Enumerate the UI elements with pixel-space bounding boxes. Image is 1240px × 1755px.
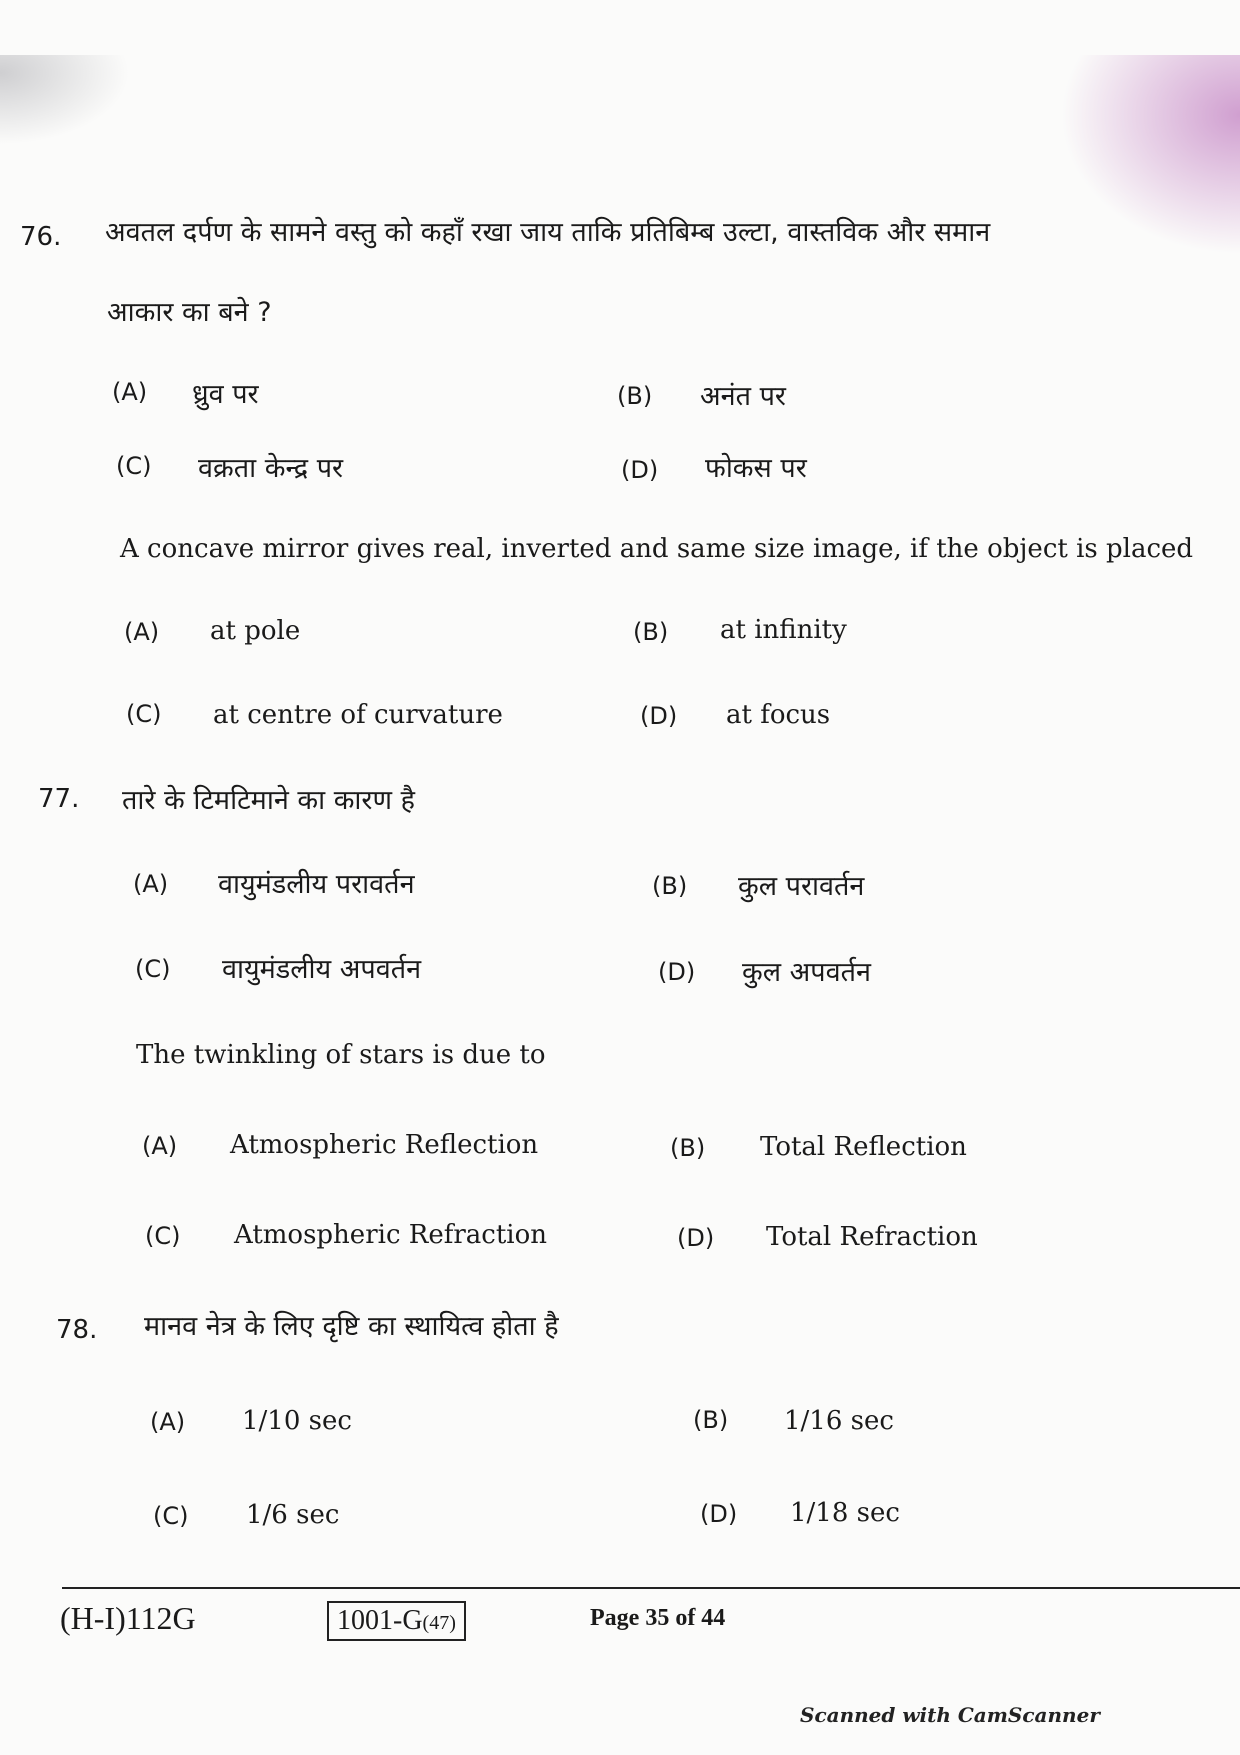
- option-letter: (B): [617, 382, 653, 410]
- option-letter: (D): [621, 456, 659, 484]
- option-text: Atmospheric Reflection: [230, 1130, 539, 1160]
- option-text: 1/16 sec: [784, 1406, 894, 1436]
- option-letter: (D): [658, 958, 696, 986]
- question-text-english: The twinkling of stars is due to: [136, 1040, 546, 1070]
- option-letter: (C): [135, 955, 171, 983]
- camscanner-watermark: Scanned with CamScanner: [800, 1703, 1100, 1727]
- option-text: वायुमंडलीय अपवर्तन: [222, 954, 422, 985]
- option-text: 1/10 sec: [242, 1406, 352, 1436]
- option-text: at infinity: [720, 615, 847, 645]
- booklet-code: 1001-G: [337, 1605, 423, 1636]
- question-number: 78.: [56, 1315, 98, 1345]
- option-letter: (C): [145, 1222, 181, 1250]
- option-letter: (D): [677, 1224, 715, 1252]
- option-letter: (D): [700, 1500, 738, 1528]
- page-number: Page 35 of 44: [590, 1605, 726, 1631]
- option-letter: (D): [640, 702, 678, 730]
- question-text-hindi: मानव नेत्र के लिए दृष्टि का स्थायित्व होता है: [144, 1311, 559, 1342]
- scan-smudge: [1060, 55, 1240, 255]
- option-text: 1/18 sec: [790, 1498, 900, 1528]
- option-text: फोकस पर: [705, 453, 807, 484]
- booklet-code-sub: (47): [422, 1612, 456, 1634]
- question-text-english: A concave mirror gives real, inverted and same size image, if the object is placed: [120, 534, 1194, 564]
- option-text: कुल अपवर्तन: [742, 957, 871, 988]
- question-number: 76.: [20, 222, 62, 252]
- option-text: 1/6 sec: [246, 1500, 340, 1530]
- question-number: 77.: [38, 784, 80, 814]
- option-text: वक्रता केन्द्र पर: [198, 453, 344, 484]
- option-letter: (C): [126, 700, 162, 728]
- booklet-code-box: [327, 1601, 466, 1641]
- paper-code: (H-I)112G: [60, 1600, 196, 1636]
- option-text: Total Reflection: [760, 1132, 967, 1162]
- option-text: Total Refraction: [766, 1222, 978, 1252]
- option-text: वायुमंडलीय परावर्तन: [218, 869, 415, 900]
- option-letter: (C): [153, 1502, 189, 1530]
- option-text: at focus: [726, 700, 831, 730]
- option-text: Atmospheric Refraction: [234, 1220, 548, 1250]
- question-text-hindi: तारे के टिमटिमाने का कारण है: [122, 785, 415, 816]
- option-letter: (B): [652, 872, 688, 900]
- option-text: at centre of curvature: [213, 700, 503, 730]
- question-text-hindi: अवतल दर्पण के सामने वस्तु को कहाँ रखा जाय ताकि प्रतिबिम्ब उल्टा, वास्तविक और समान: [105, 217, 991, 248]
- question-text-hindi-cont: आकार का बने ?: [107, 297, 272, 328]
- option-letter: (B): [693, 1406, 729, 1434]
- footer-divider: [62, 1587, 1240, 1589]
- option-text: at pole: [210, 616, 301, 646]
- option-text: कुल परावर्तन: [738, 871, 865, 902]
- option-letter: (A): [112, 378, 148, 406]
- option-letter: (A): [142, 1132, 178, 1160]
- option-letter: (B): [670, 1134, 706, 1162]
- option-text: अनंत पर: [700, 381, 786, 412]
- option-text: ध्रुव पर: [192, 379, 259, 410]
- option-letter: (A): [124, 618, 160, 646]
- option-letter: (C): [116, 452, 152, 480]
- scan-smudge: [0, 55, 130, 145]
- option-letter: (B): [633, 618, 669, 646]
- option-letter: (A): [150, 1408, 186, 1436]
- option-letter: (A): [133, 870, 169, 898]
